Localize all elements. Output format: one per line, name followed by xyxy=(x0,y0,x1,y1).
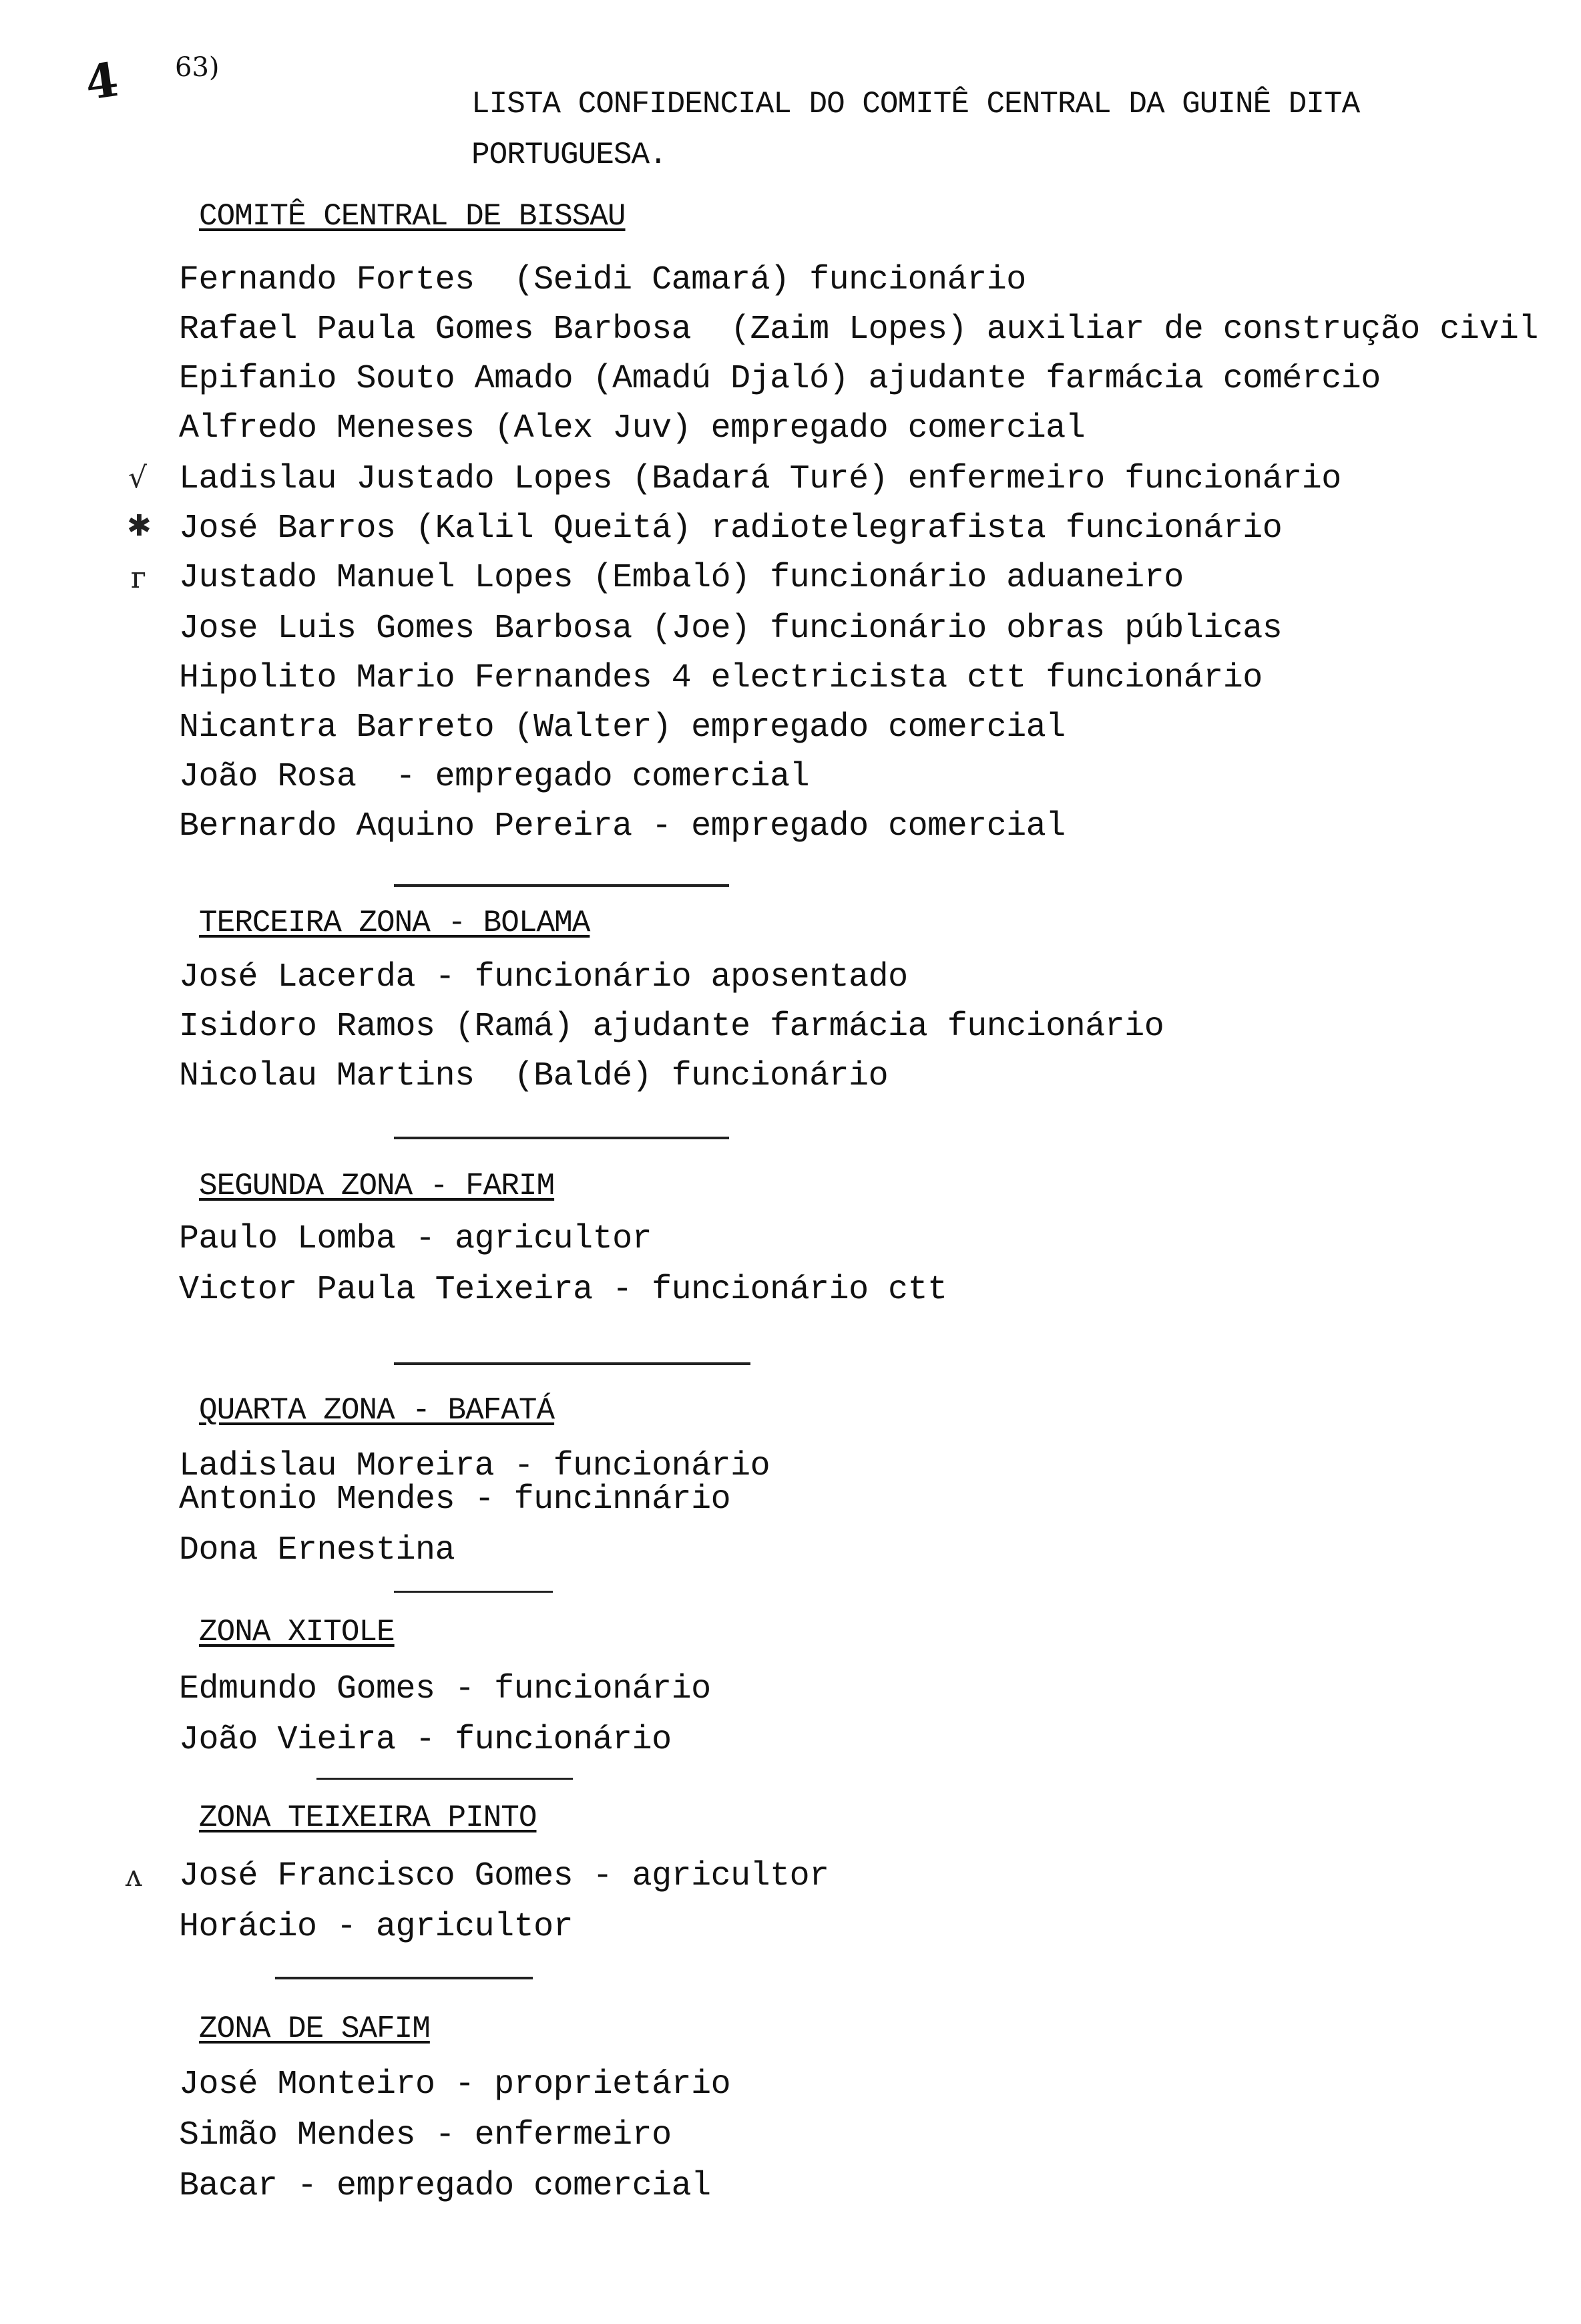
section-heading-farim: SEGUNDA ZONA - FARIM xyxy=(199,1169,555,1203)
corner-handwritten-mark: 4 xyxy=(81,51,122,111)
caret-annotation: ᴧ xyxy=(126,1859,142,1893)
title-line-2: PORTUGUESA. xyxy=(471,138,667,172)
star-annotation: ✱ xyxy=(127,509,152,543)
section-heading-bolama: TERCEIRA ZONA - BOLAMA xyxy=(199,906,590,940)
checkmark-annotation: √ xyxy=(128,461,148,495)
entry: João Vieira - funcionário xyxy=(179,1721,672,1759)
entry: Antonio Mendes - funcinnário xyxy=(179,1481,731,1519)
divider xyxy=(394,1591,553,1593)
entry: José Lacerda - funcionário aposentado xyxy=(179,958,908,996)
entry: Alfredo Meneses (Alex Juv) empregado comercial xyxy=(179,409,1086,447)
entry: Epifanio Souto Amado (Amadú Djaló) ajudante farmácia comércio xyxy=(179,360,1381,398)
section-heading-teixeira-pinto: ZONA TEIXEIRA PINTO xyxy=(199,1800,537,1835)
entry: José Barros (Kalil Queitá) radiotelegrafista funcionário xyxy=(179,510,1283,548)
entry: Nicantra Barreto (Walter) empregado comercial xyxy=(179,709,1066,747)
divider xyxy=(275,1977,533,1979)
entry: Justado Manuel Lopes (Embaló) funcionário aduaneiro xyxy=(179,559,1184,597)
entry: Hipolito Mario Fernandes 4 electricista ctt funcionário xyxy=(179,659,1263,697)
divider xyxy=(394,1137,729,1139)
tick-annotation: ᴦ xyxy=(131,561,147,595)
page-number-mark: 63) xyxy=(175,52,220,83)
section-heading-xitole: ZONA XITOLE xyxy=(199,1615,395,1650)
entry: Bacar - empregado comercial xyxy=(179,2167,711,2205)
divider xyxy=(394,1362,750,1365)
entry: Simão Mendes - enfermeiro xyxy=(179,2116,672,2154)
divider xyxy=(316,1778,573,1780)
entry: João Rosa - empregado comercial xyxy=(179,758,810,796)
entry: Ladislau Justado Lopes (Badará Turé) enfermeiro funcionário xyxy=(179,460,1341,498)
document-title xyxy=(471,79,1540,180)
entry: Edmundo Gomes - funcionário xyxy=(179,1670,711,1708)
entry: Dona Ernestina xyxy=(179,1531,455,1569)
entry: Jose Luis Gomes Barbosa (Joe) funcionário obras públicas xyxy=(179,610,1283,648)
entry: Victor Paula Teixeira - funcionário ctt xyxy=(179,1271,947,1309)
entry: Horácio - agricultor xyxy=(179,1908,574,1946)
entry: José Monteiro - proprietário xyxy=(179,2066,731,2104)
title-line-1: LISTA CONFIDENCIAL DO COMITÊ CENTRAL DA GUINÊ DITA xyxy=(471,87,1360,122)
entry: Ladislau Moreira - funcionário xyxy=(179,1447,770,1485)
entry: Isidoro Ramos (Ramá) ajudante farmácia funcionário xyxy=(179,1008,1164,1046)
section-heading-bissau: COMITÊ CENTRAL DE BISSAU xyxy=(199,199,626,234)
divider xyxy=(394,884,729,887)
entry: José Francisco Gomes - agricultor xyxy=(179,1857,829,1895)
entry: Rafael Paula Gomes Barbosa (Zaim Lopes) auxiliar de construção civil xyxy=(179,311,1538,349)
entry: Nicolau Martins (Baldé) funcionário xyxy=(179,1057,889,1095)
section-heading-bafata: QUARTA ZONA - BAFATÁ xyxy=(199,1393,555,1428)
entry: Fernando Fortes (Seidi Camará) funcionário xyxy=(179,261,1026,299)
section-heading-safim: ZONA DE SAFIM xyxy=(199,2011,430,2046)
entry: Bernardo Aquino Pereira - empregado comercial xyxy=(179,807,1066,845)
entry: Paulo Lomba - agricultor xyxy=(179,1220,652,1258)
